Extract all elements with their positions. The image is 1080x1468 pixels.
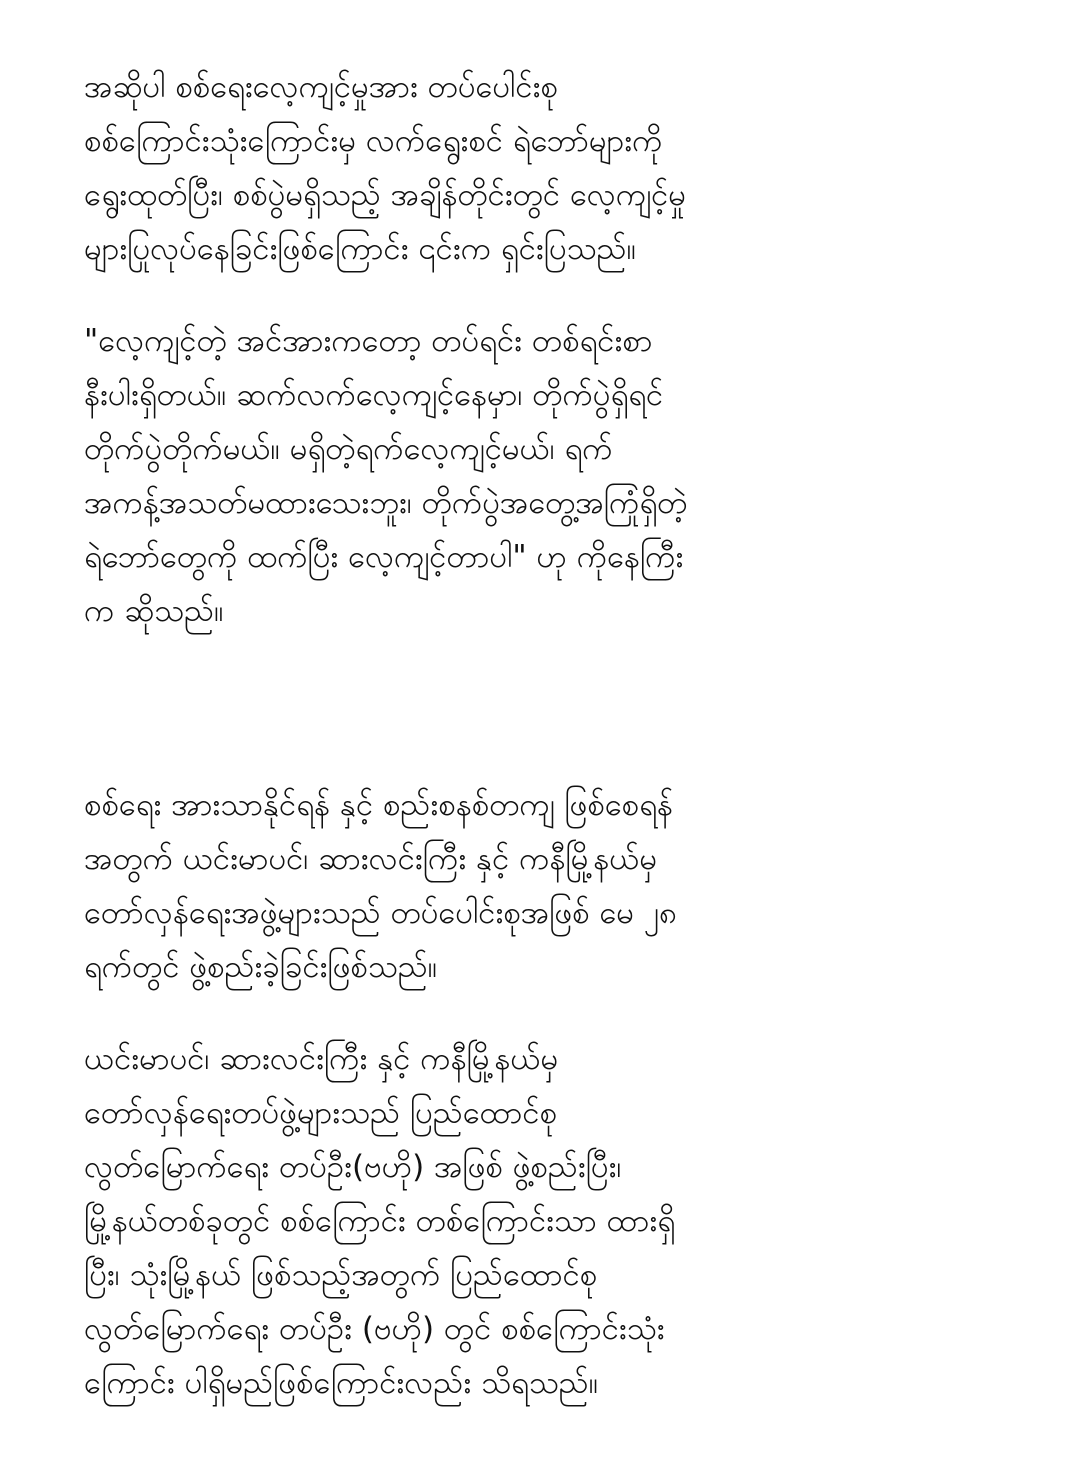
article-body — [84, 60, 984, 1410]
text-line: ပြီး၊ သုံးမြို့နယ် ဖြစ်သည့်အတွက် ပြည်ထောင်စု — [84, 1257, 598, 1293]
text-line: "လေ့ကျင့်တဲ့ အင်အားကတော့ တပ်ရင်း တစ်ရင်းစာ — [84, 323, 653, 359]
text-line: များပြုလုပ်နေခြင်းဖြစ်ကြောင်း ၎င်းက ရှင်းပြသည်။ — [84, 231, 636, 267]
paragraph-spacer — [84, 638, 984, 778]
text-line: ရက်တွင် ဖွဲ့စည်းခဲ့ခြင်းဖြစ်သည်။ — [84, 949, 438, 985]
text-line: အဆိုပါ စစ်ရေးလေ့ကျင့်မှုအား တပ်ပေါင်းစု — [84, 69, 558, 105]
text-line: တော်လှန်ရေးအဖွဲ့များသည် တပ်ပေါင်းစုအဖြစ် မေ ၂၈ — [84, 895, 677, 931]
text-line: တော်လှန်ရေးတပ်ဖွဲ့များသည် ပြည်ထောင်စု — [84, 1095, 558, 1131]
text-line: ရဲဘော်တွေကို ထက်ပြီး လေ့ကျင့်တာပါ" ဟု ကိုနေကြီး — [84, 539, 684, 575]
paragraph-spacer — [84, 276, 984, 314]
text-line: ကြောင်း ပါရှိမည်ဖြစ်ကြောင်းလည်း သိရသည်။ — [84, 1365, 599, 1401]
paragraph-training-explained — [84, 60, 984, 276]
text-line: အတွက် ယင်းမာပင်၊ ဆားလင်းကြီး နှင့် ကနီမြို့နယ်မှ — [84, 841, 658, 877]
text-line: နီးပါးရှိတယ်။ ဆက်လက်လေ့ကျင့်နေမှာ၊ တိုက်ပွဲရှိရင် — [84, 377, 664, 413]
text-line: အကန့်အသတ်မထားသေးဘူး၊ တိုက်ပွဲအတွေ့အကြုံရှိတဲ့ — [84, 485, 688, 521]
text-line: စစ်ရေး အားသာနိုင်ရန် နှင့် စည်းစနစ်တကျ ဖြစ်စေရန် — [84, 787, 673, 823]
text-line: တိုက်ပွဲတိုက်မယ်။ မရှိတဲ့ရက်လေ့ကျင့်မယ်၊ ရက် — [84, 431, 613, 467]
text-line: လွတ်မြောက်ရေး တပ်ဦး(ဗဟို) အဖြစ် ဖွဲ့စည်းပြီး၊ — [84, 1149, 622, 1185]
text-line: လွတ်မြောက်ရေး တပ်ဦး (ဗဟို) တွင် စစ်ကြောင်းသုံး — [84, 1311, 665, 1347]
text-line: မြို့နယ်တစ်ခုတွင် စစ်ကြောင်း တစ်ကြောင်းသာ ထားရှိ — [84, 1203, 676, 1239]
text-line: ရွေးထုတ်ပြီး၊ စစ်ပွဲမရှိသည့် အချိန်တိုင်းတွင် လေ့ကျင့်မှု — [84, 177, 687, 213]
text-line: စစ်ကြောင်းသုံးကြောင်းမှ လက်ရွေးစင် ရဲဘော်များကို — [84, 123, 663, 159]
paragraph-column-structure — [84, 1032, 984, 1410]
paragraph-quote — [84, 314, 984, 638]
paragraph-spacer — [84, 994, 984, 1032]
paragraph-alliance-formed — [84, 778, 984, 994]
text-line: က ဆိုသည်။ — [84, 593, 224, 629]
text-line: ယင်းမာပင်၊ ဆားလင်းကြီး နှင့် ကနီမြို့နယ်မှ — [84, 1041, 559, 1077]
